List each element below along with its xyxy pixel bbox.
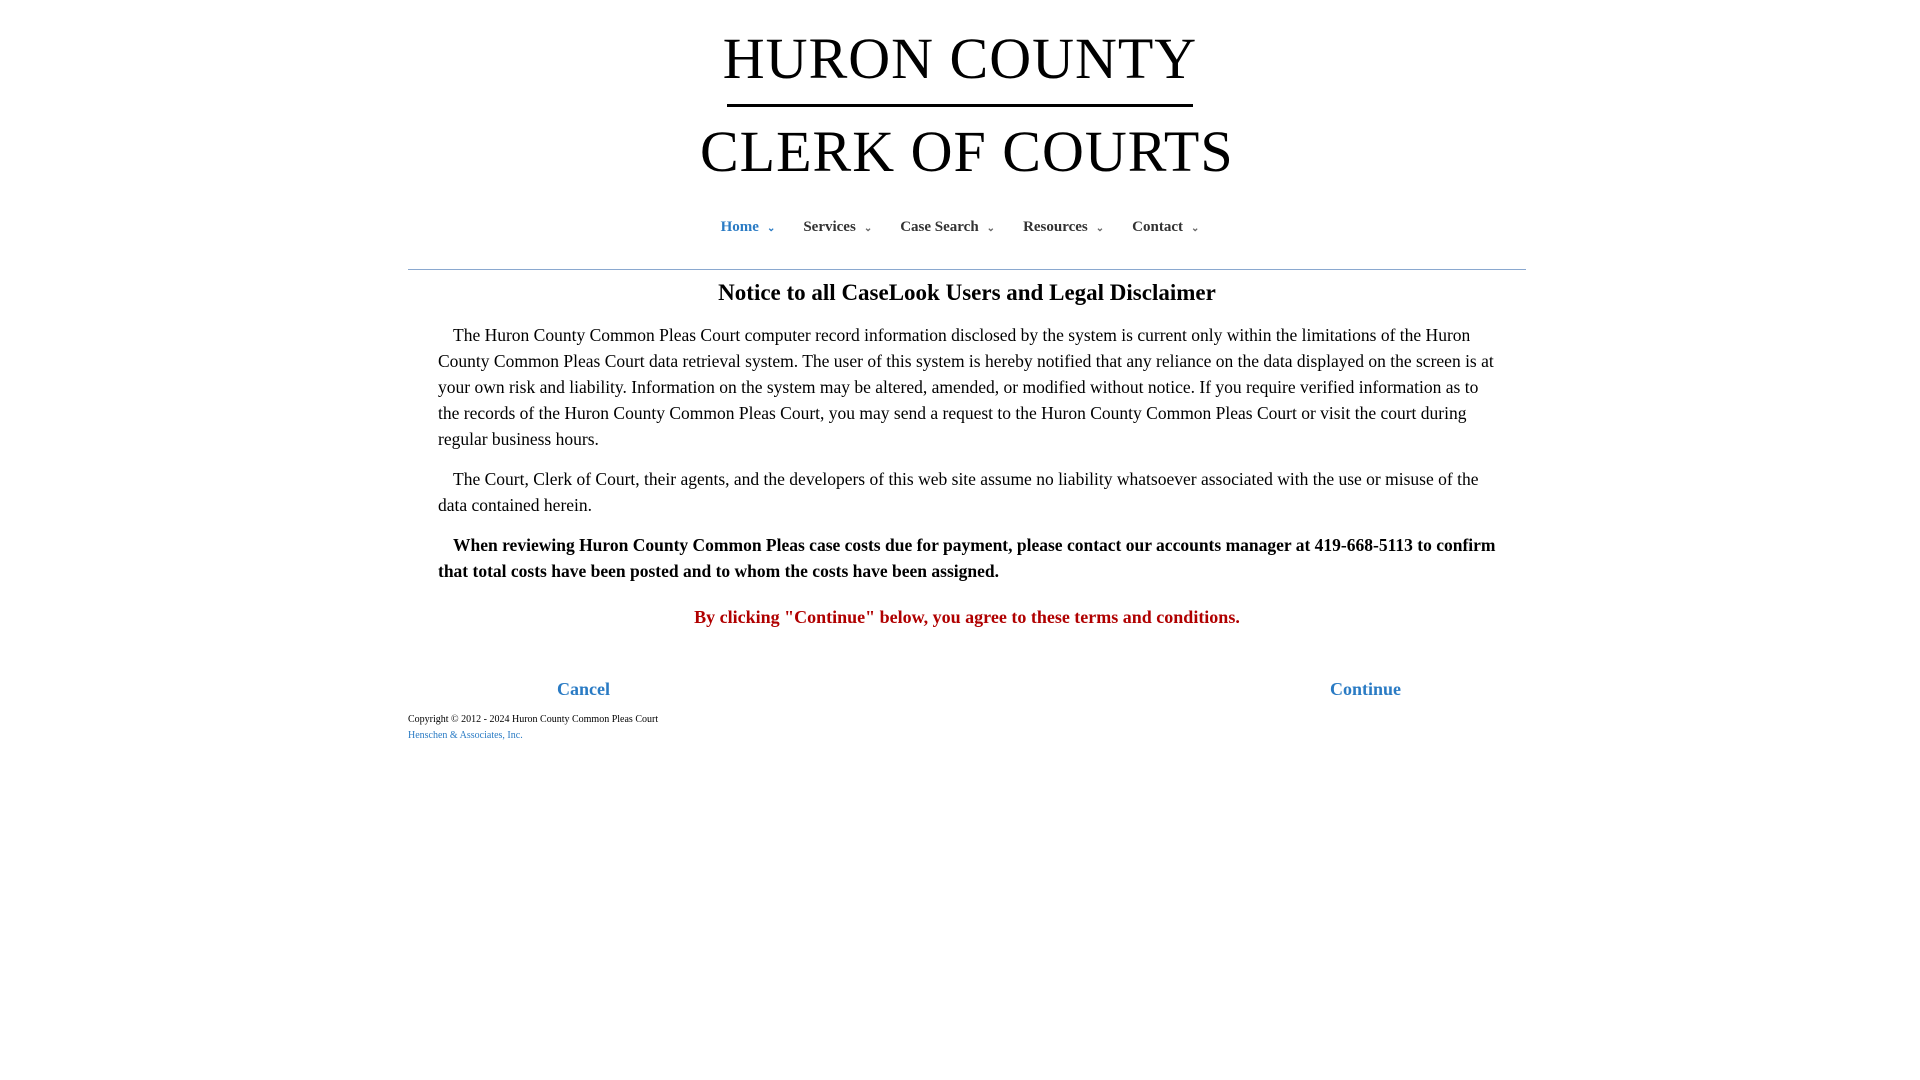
disclaimer-body — [438, 322, 1498, 598]
costs-paragraph: When reviewing Huron County Common Pleas case costs due for payment, please contact our accounts manager at 419-668-5113 to confirm that total costs have been posted and to whom the costs have been assigned. — [438, 535, 1496, 581]
nav-item-resources[interactable] — [1009, 216, 1118, 238]
logo-line-1: HURON COUNTY — [722, 26, 1198, 91]
cancel-button[interactable]: Cancel — [557, 679, 610, 699]
copyright-text: Copyright © 2012 - 2024 Huron County Common Pleas Court — [408, 714, 659, 725]
nav-label: Contact — [1132, 218, 1183, 235]
nav-label: Resources — [1023, 218, 1088, 235]
nav-item-case-search[interactable] — [886, 216, 1009, 238]
nav-label: Home — [720, 218, 759, 235]
chevron-down-icon: ⌄ — [766, 222, 776, 234]
nav-label: Services — [803, 218, 856, 235]
agreement-notice: By clicking "Continue" below, you agree to these terms and conditions. — [694, 607, 1240, 627]
chevron-down-icon: ⌄ — [1191, 222, 1200, 234]
developer-link[interactable]: Henschen & Associates, Inc. — [408, 730, 523, 741]
logo-rule — [727, 104, 1193, 107]
chevron-down-icon: ⌄ — [863, 222, 873, 234]
header-divider — [408, 269, 1526, 270]
logo-line-2: CLERK OF COURTS — [700, 119, 1234, 184]
continue-button[interactable]: Continue — [1330, 679, 1402, 699]
chevron-down-icon: ⌄ — [986, 222, 996, 234]
main-nav — [0, 216, 1920, 238]
nav-item-contact[interactable] — [1118, 216, 1213, 238]
disclaimer-paragraph: The Huron County Common Pleas Court computer record information disclosed by the system is current only within the limitations of the Huron County Common Pleas Court data retrieval system. The user of this system is hereby notified that any reliance on the data displayed on the screen is at your own risk and liability. Information on the system may be altered, amended, or modified without notice. If you require verified information as to the records of the Huron County Common Pleas Court, you may send a request to the Huron County Common Pleas Court or visit the court during regular business hours. — [438, 325, 1494, 449]
site-logo[interactable] — [700, 24, 1234, 187]
footer — [408, 712, 658, 744]
nav-item-services[interactable] — [789, 216, 886, 238]
page-title: Notice to all CaseLook Users and Legal Disclaimer — [718, 280, 1216, 305]
chevron-down-icon: ⌄ — [1095, 222, 1105, 234]
liability-paragraph: The Court, Clerk of Court, their agents, and the developers of this web site assume no liability whatsoever associated with the use or misuse of the data contained herein. — [438, 469, 1479, 515]
nav-label: Case Search — [900, 218, 979, 235]
nav-item-home[interactable] — [707, 216, 790, 238]
